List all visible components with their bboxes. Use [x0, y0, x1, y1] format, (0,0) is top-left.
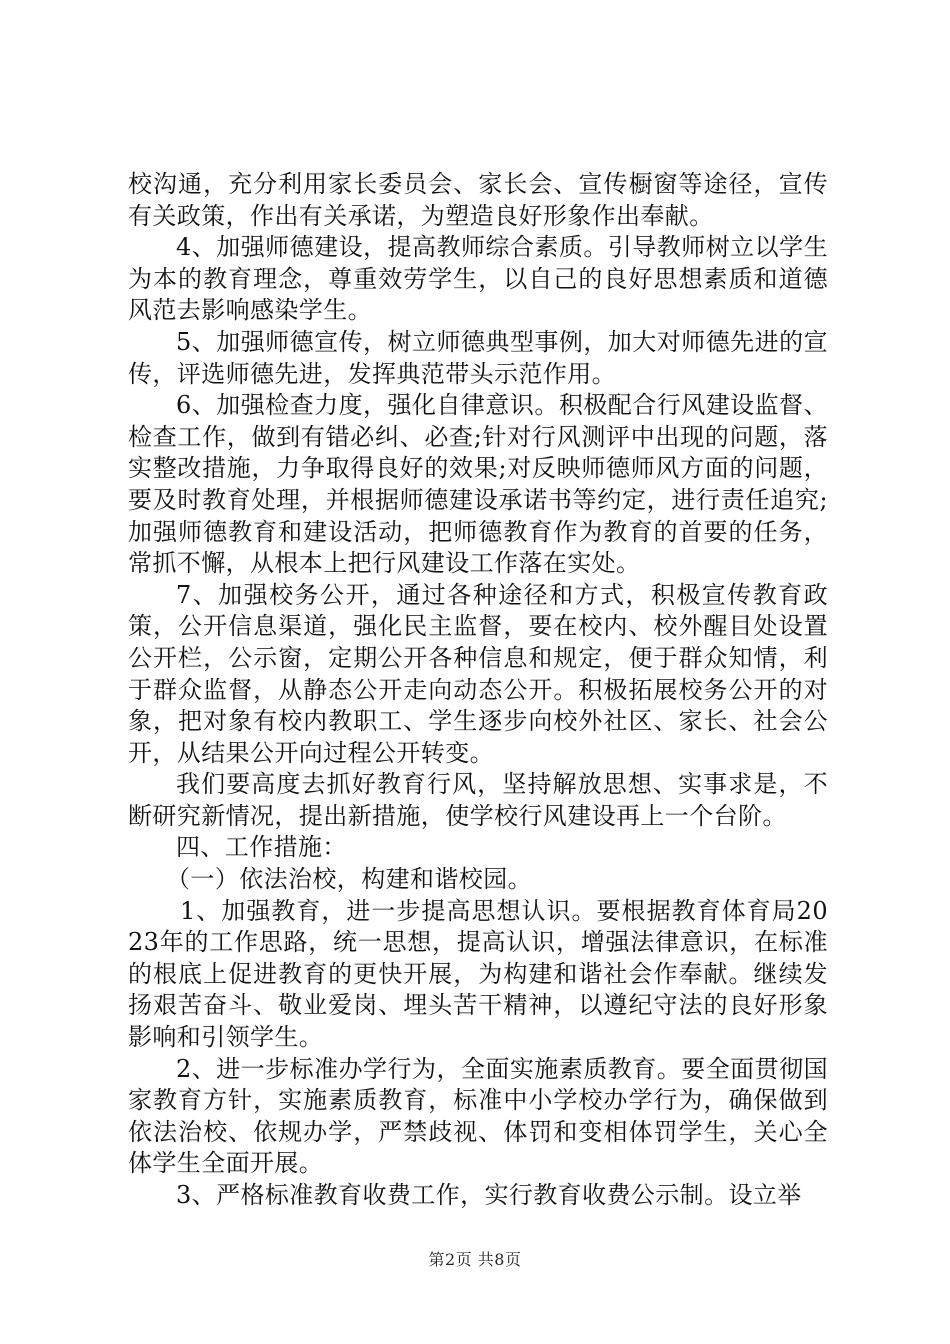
document-body [128, 169, 828, 1212]
paragraph-summary: 我们要高度去抓好教育行风，坚持解放思想、实事求是，不断研究新情况，提出新措施，使学校行风建设再上一个台阶。 [128, 770, 828, 830]
section-heading-measures: 四、工作措施： [176, 833, 347, 862]
paragraph-item-6: 6、加强检查力度，强化自律意识。积极配合行风建设监督、检查工作，做到有错必纠、必查;针对行风测评中出现的问题，落实整改措施，力争取得良好的效果;对反映师德师风方面的问题，要及时教育处理，并根据师德建设承诺书等约定，进行责任追究;加强师德教育和建设活动，把师德教育作为教育的首要的任务，常抓不懈，从根本上把行风建设工作落在实处。 [128, 391, 828, 578]
paragraph-item-7: 7、加强校务公开，通过各种途径和方式，积极宣传教育政策，公开信息渠道，强化民主监督，要在校内、校外醒目处设置公开栏，公示窗，定期公开各种信息和规定，便于群众知情，利于群众监督，从静态公开走向动态公开。积极拓展校务公开的对象，把对象有校内教职工、学生逐步向校外社区、家长、社会公开，从结果公开向过程公开转变。 [128, 580, 828, 767]
subsection-heading-rule-of-law: （一）依法治校，构建和谐校园。 [166, 865, 532, 894]
paragraph-item-4: 4、加强师德建设，提高教师综合素质。引导教师树立以学生为本的教育理念，尊重效劳学生，以自己的良好思想素质和道德风范去影响感染学生。 [128, 233, 828, 325]
page-number-footer: 第2页 共8页 [428, 1250, 522, 1269]
paragraph-measure-3: 3、严格标准教育收费工作，实行教育收费公示制。设立举 [176, 1181, 802, 1209]
paragraph-measure-1: 1、加强教育，进一步提高思想认识。要根据教育体育局2023年的工作思路，统一思想，提高认识，增强法律意识，在标准的根底上促进教育的更快开展，为构建和谐社会作奉献。继续发扬艰苦奋斗、敬业爱岗、埋头苦干精神，以遵纪守法的良好形象影响和引领学生。 [128, 896, 828, 1052]
paragraph-continuation: 校沟通，充分利用家长委员会、家长会、宣传橱窗等途径，宣传有关政策，作出有关承诺，为塑造良好形象作出奉献。 [128, 170, 828, 230]
paragraph-item-5: 5、加强师德宣传，树立师德典型事例，加大对师德先进的宣传，评选师德先进，发挥典范带头示范作用。 [128, 327, 828, 388]
paragraph-measure-2: 2、进一步标准办学行为，全面实施素质教育。要全面贯彻国家教育方针，实施素质教育，标准中小学校办学行为，确保做到依法治校、依规办学，严禁歧视、体罚和变相体罚学生，关心全体学生全面开展。 [128, 1054, 828, 1178]
